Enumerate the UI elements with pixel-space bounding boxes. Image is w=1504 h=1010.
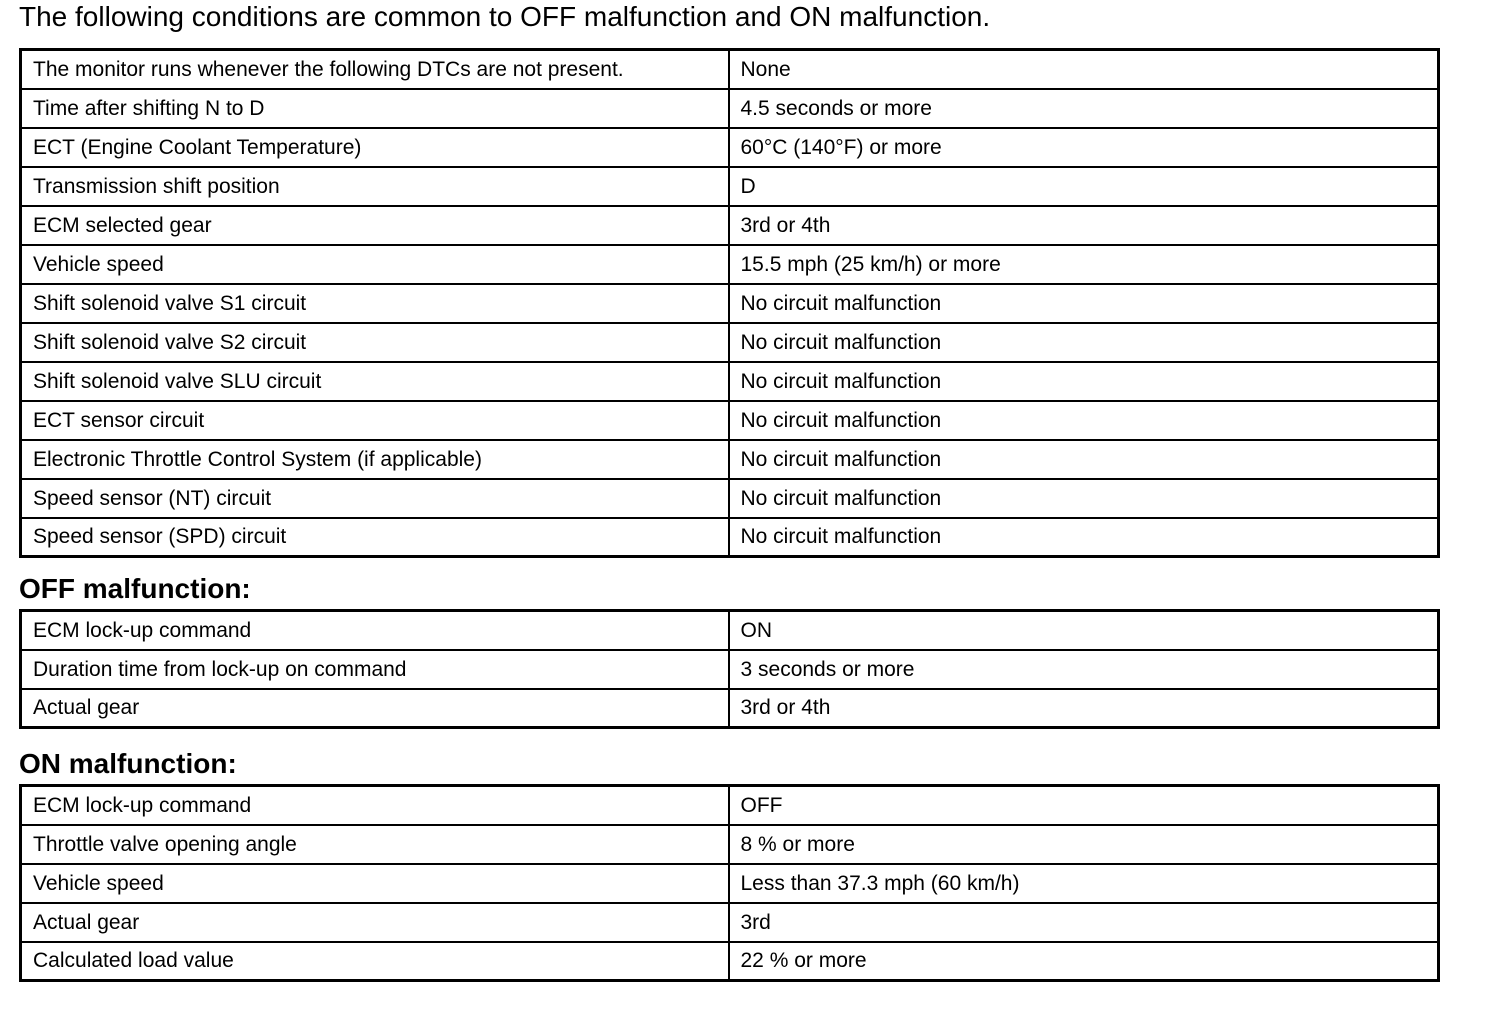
condition-item: Transmission shift position bbox=[21, 167, 729, 206]
table-row bbox=[21, 611, 1439, 650]
table-row bbox=[21, 89, 1439, 128]
condition-value: 3rd or 4th bbox=[729, 206, 1439, 245]
condition-item: Time after shifting N to D bbox=[21, 89, 729, 128]
condition-item: Duration time from lock-up on command bbox=[21, 650, 729, 689]
condition-item: Actual gear bbox=[21, 903, 729, 942]
condition-value: No circuit malfunction bbox=[729, 440, 1439, 479]
table-row bbox=[21, 284, 1439, 323]
condition-item: ECM lock-up command bbox=[21, 786, 729, 825]
table-row bbox=[21, 206, 1439, 245]
condition-value: No circuit malfunction bbox=[729, 479, 1439, 518]
condition-item: Vehicle speed bbox=[21, 245, 729, 284]
condition-value: No circuit malfunction bbox=[729, 401, 1439, 440]
intro-heading: The following conditions are common to OFF malfunction and ON malfunction. bbox=[19, 1, 991, 32]
off-malfunction-table bbox=[19, 609, 1440, 729]
condition-item: Speed sensor (NT) circuit bbox=[21, 479, 729, 518]
table-row bbox=[21, 440, 1439, 479]
table-row bbox=[21, 942, 1439, 981]
condition-item: The monitor runs whenever the following DTCs are not present. bbox=[21, 50, 729, 89]
condition-item: Shift solenoid valve S2 circuit bbox=[21, 323, 729, 362]
condition-item: Throttle valve opening angle bbox=[21, 825, 729, 864]
condition-item: Electronic Throttle Control System (if applicable) bbox=[21, 440, 729, 479]
table-row bbox=[21, 650, 1439, 689]
condition-value: No circuit malfunction bbox=[729, 362, 1439, 401]
table-row bbox=[21, 128, 1439, 167]
table-row bbox=[21, 689, 1439, 728]
condition-item: Shift solenoid valve SLU circuit bbox=[21, 362, 729, 401]
condition-item: Actual gear bbox=[21, 689, 729, 728]
condition-value: ON bbox=[729, 611, 1439, 650]
table-row bbox=[21, 362, 1439, 401]
condition-item: ECT sensor circuit bbox=[21, 401, 729, 440]
table-row bbox=[21, 401, 1439, 440]
condition-value: 3rd bbox=[729, 903, 1439, 942]
table-row bbox=[21, 903, 1439, 942]
condition-item: ECT (Engine Coolant Temperature) bbox=[21, 128, 729, 167]
condition-item: ECM selected gear bbox=[21, 206, 729, 245]
table-row bbox=[21, 50, 1439, 89]
condition-item: Calculated load value bbox=[21, 942, 729, 981]
table-row bbox=[21, 825, 1439, 864]
condition-value: 15.5 mph (25 km/h) or more bbox=[729, 245, 1439, 284]
on-malfunction-table bbox=[19, 784, 1440, 982]
table-row bbox=[21, 245, 1439, 284]
condition-value: No circuit malfunction bbox=[729, 518, 1439, 557]
common-conditions-table bbox=[19, 48, 1440, 558]
off-malfunction-heading: OFF malfunction: bbox=[19, 573, 251, 604]
condition-item: Vehicle speed bbox=[21, 864, 729, 903]
condition-item: Speed sensor (SPD) circuit bbox=[21, 518, 729, 557]
table-row bbox=[21, 864, 1439, 903]
condition-value: No circuit malfunction bbox=[729, 284, 1439, 323]
condition-value: 22 % or more bbox=[729, 942, 1439, 981]
condition-value: D bbox=[729, 167, 1439, 206]
condition-item: ECM lock-up command bbox=[21, 611, 729, 650]
table-row bbox=[21, 167, 1439, 206]
table-row bbox=[21, 786, 1439, 825]
table-row bbox=[21, 518, 1439, 557]
condition-value: OFF bbox=[729, 786, 1439, 825]
table-row bbox=[21, 323, 1439, 362]
condition-value: Less than 37.3 mph (60 km/h) bbox=[729, 864, 1439, 903]
table-row bbox=[21, 479, 1439, 518]
on-malfunction-heading: ON malfunction: bbox=[19, 748, 237, 779]
condition-value: 60°C (140°F) or more bbox=[729, 128, 1439, 167]
condition-value: 8 % or more bbox=[729, 825, 1439, 864]
condition-value: 3 seconds or more bbox=[729, 650, 1439, 689]
condition-value: 3rd or 4th bbox=[729, 689, 1439, 728]
condition-value: 4.5 seconds or more bbox=[729, 89, 1439, 128]
condition-value: None bbox=[729, 50, 1439, 89]
condition-item: Shift solenoid valve S1 circuit bbox=[21, 284, 729, 323]
condition-value: No circuit malfunction bbox=[729, 323, 1439, 362]
